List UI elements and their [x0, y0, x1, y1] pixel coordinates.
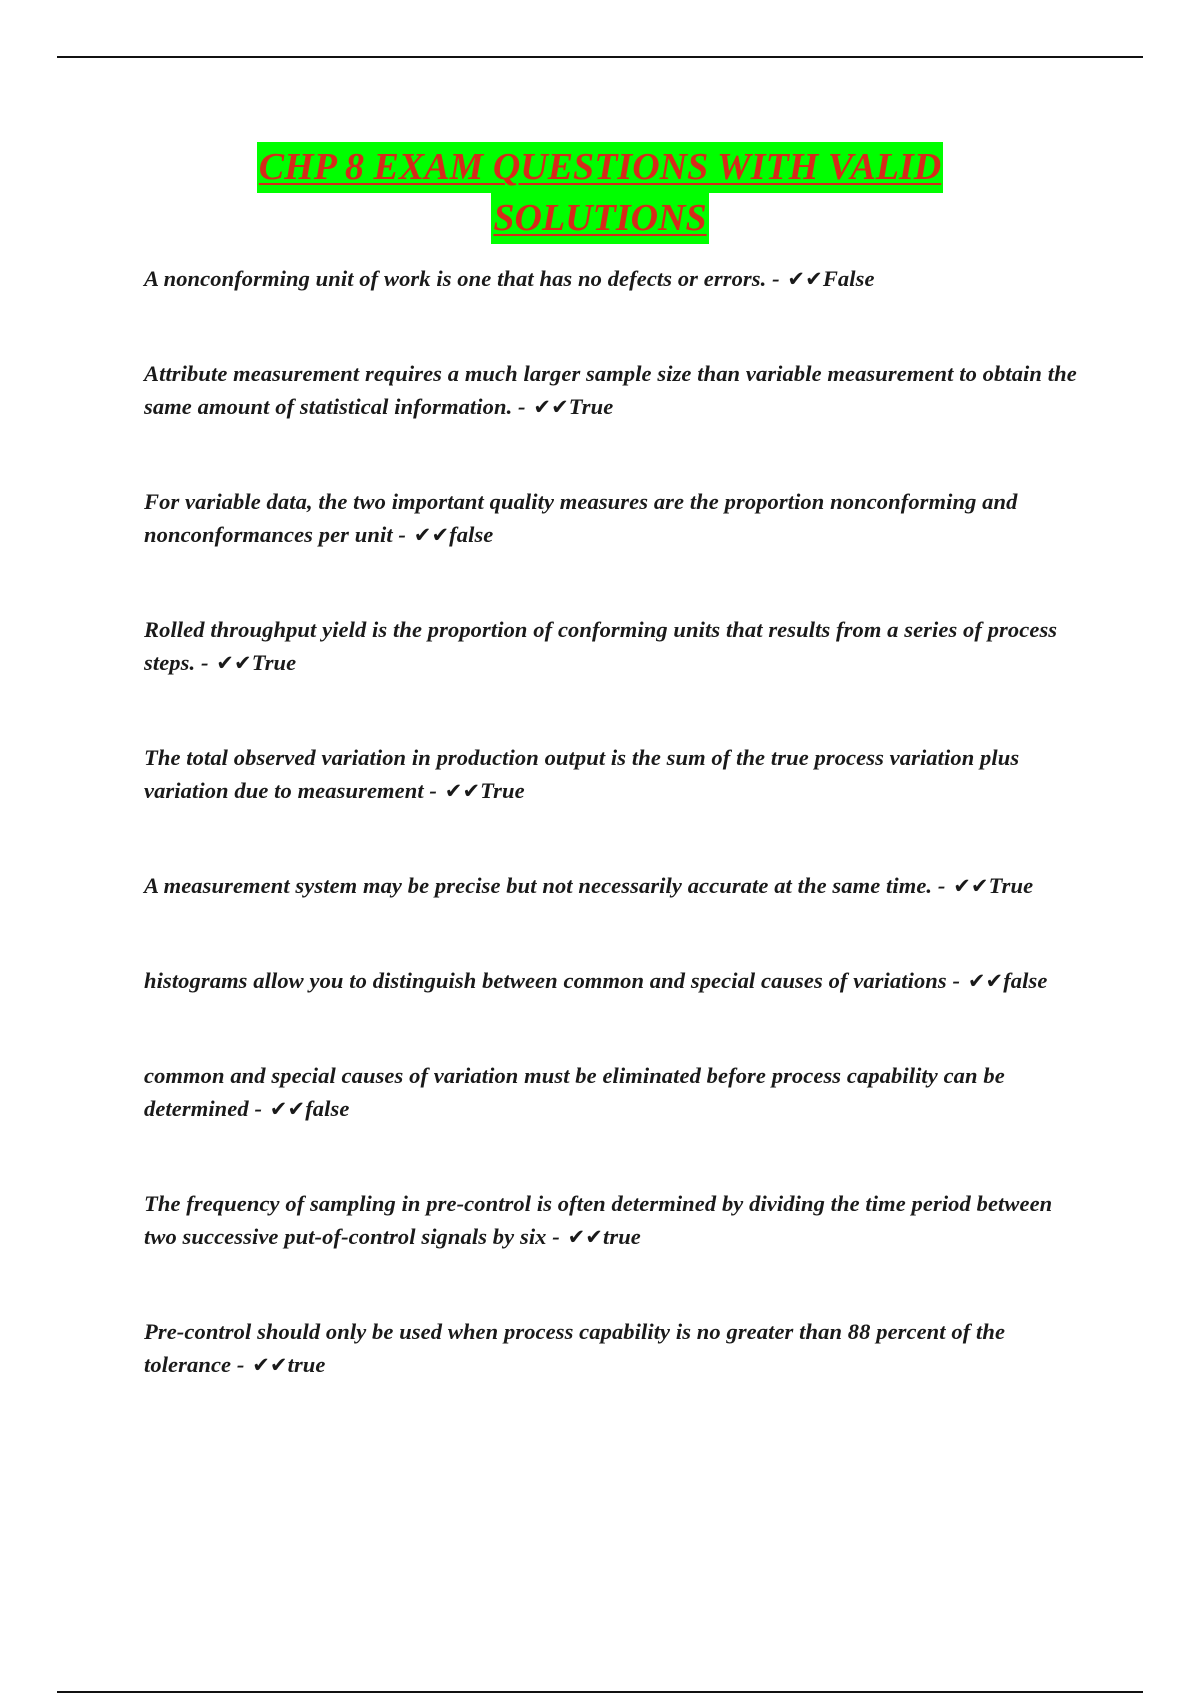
double-check-icon: ✔✔ — [269, 1097, 306, 1121]
qa-item — [144, 1187, 1084, 1254]
answer-text: false — [449, 522, 494, 547]
qa-item — [144, 964, 1084, 998]
title-line-1: CHP 8 EXAM QUESTIONS WITH VALID — [257, 142, 943, 193]
qa-item — [144, 1315, 1084, 1382]
answer-text: false — [1003, 968, 1048, 993]
qa-list — [144, 262, 1084, 1443]
question-text: histograms allow you to distinguish between common and special causes of variations — [144, 968, 947, 993]
double-check-icon: ✔✔ — [216, 651, 252, 675]
qa-item — [144, 357, 1084, 424]
separator: - — [932, 873, 952, 898]
qa-item — [144, 1059, 1084, 1126]
question-text: The total observed variation in production output is the sum of the true process variation plus variation due to measurement — [144, 745, 1020, 803]
double-check-icon: ✔✔ — [787, 267, 823, 291]
question-text: A measurement system may be precise but not necessarily accurate at the same time. — [144, 873, 933, 898]
separator: - — [195, 650, 215, 675]
separator: - — [248, 1096, 268, 1121]
answer-text: True — [480, 778, 525, 803]
double-check-icon: ✔✔ — [444, 779, 481, 803]
title-line-2: SOLUTIONS — [491, 193, 708, 244]
qa-item — [144, 613, 1084, 680]
answer-text: false — [305, 1096, 350, 1121]
question-text: common and special causes of variation must be eliminated before process capability can be determined — [144, 1063, 1005, 1121]
top-rule — [57, 56, 1143, 58]
question-text: Rolled throughput yield is the proportion of conforming units that results from a series of process steps. — [144, 617, 1058, 675]
answer-text: False — [822, 266, 875, 291]
question-text: Pre-control should only be used when process capability is no greater than 88 percent of the tolerance — [144, 1319, 1006, 1377]
separator: - — [423, 778, 443, 803]
double-check-icon: ✔✔ — [252, 1353, 288, 1377]
answer-text: True — [988, 873, 1034, 898]
answer-text: True — [568, 394, 614, 419]
double-check-icon: ✔✔ — [567, 1225, 603, 1249]
question-text: For variable data, the two important quality measures are the proportion nonconforming and nonconformances per unit — [144, 489, 1018, 547]
separator: - — [512, 394, 532, 419]
document-title — [0, 142, 1200, 244]
separator: - — [392, 522, 412, 547]
answer-text: true — [602, 1224, 641, 1249]
double-check-icon: ✔✔ — [967, 969, 1004, 993]
double-check-icon: ✔✔ — [953, 874, 989, 898]
question-text: A nonconforming unit of work is one that has no defects or errors. — [144, 266, 767, 291]
question-text: The frequency of sampling in pre-control is often determined by dividing the time period between two successive put-of-control signals by six — [144, 1191, 1053, 1249]
double-check-icon: ✔✔ — [533, 395, 569, 419]
separator: - — [231, 1352, 251, 1377]
bottom-rule — [57, 1691, 1143, 1693]
double-check-icon: ✔✔ — [413, 523, 450, 547]
separator: - — [766, 266, 786, 291]
question-text: Attribute measurement requires a much larger sample size than variable measurement to obtain the same amount of statistical information. — [144, 361, 1077, 419]
separator: - — [946, 968, 966, 993]
qa-item — [144, 485, 1084, 552]
qa-item — [144, 741, 1084, 808]
qa-item — [144, 262, 1084, 296]
answer-text: true — [287, 1352, 326, 1377]
separator: - — [546, 1224, 566, 1249]
answer-text: True — [251, 650, 297, 675]
qa-item — [144, 869, 1084, 903]
